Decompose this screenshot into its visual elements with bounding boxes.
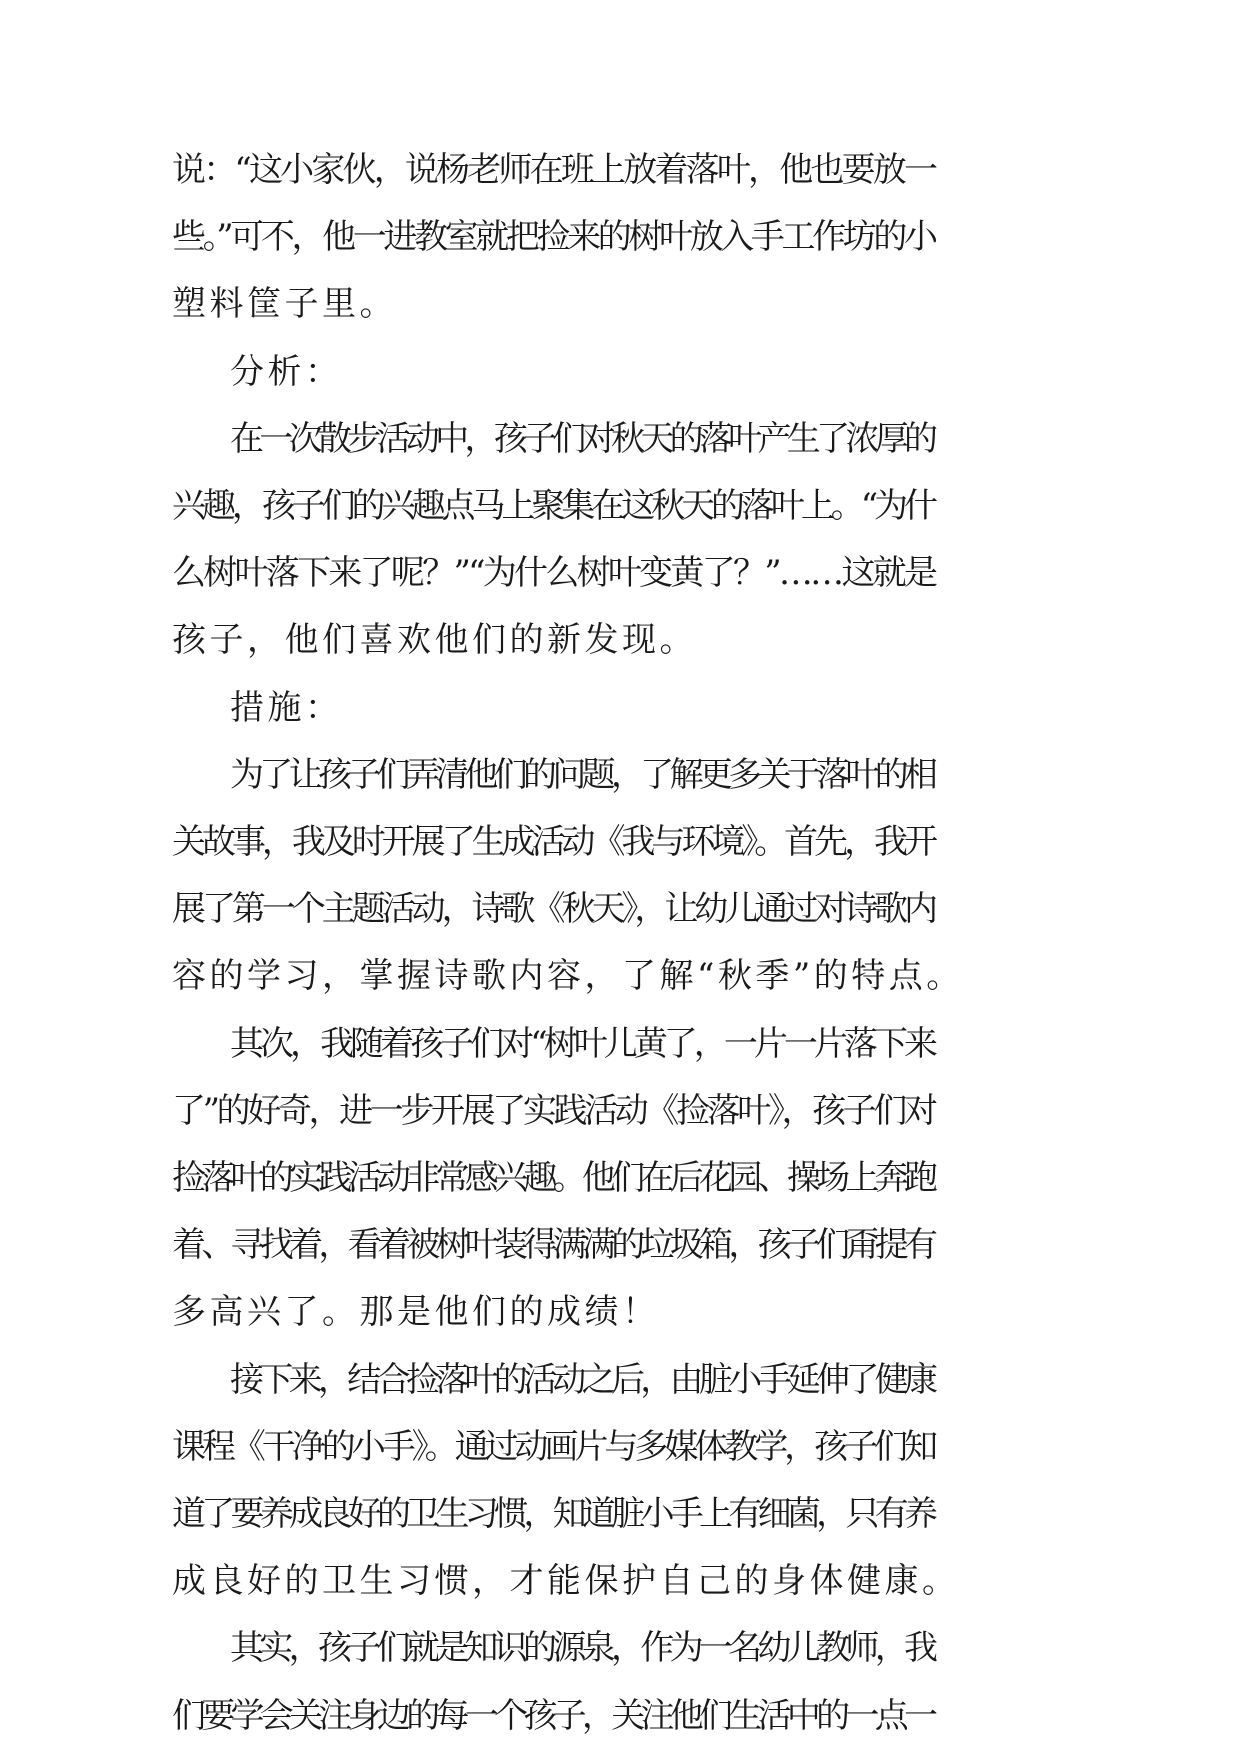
text-line: 么树叶落下来了呢？”“为什么树叶变黄了？”……这就是 <box>172 553 936 594</box>
text-line: 多高兴了。那是他们的成绩！ <box>172 1292 660 1333</box>
text-line: 捡落叶的实践活动非常感兴趣。他们在后花园、操场上奔跑 <box>172 1158 934 1198</box>
text-line: 说：“这小家伙，说杨老师在班上放着落叶，他也要放一 <box>172 150 936 190</box>
text-line: 课程《干净的小手》。通过动画片与多媒体教学，孩子们知 <box>172 1426 934 1467</box>
text-line: 为了让孩子们弄清他们的问题，了解更多关于落叶的相 <box>230 754 934 795</box>
text-line: 成良好的卫生习惯，才能保护自己的身体健康。 <box>172 1561 960 1602</box>
text-line: 塑料筐子里。 <box>172 284 397 325</box>
text-line: 其次，我随着孩子们对“树叶儿黄了，一片一片落下来 <box>230 1023 935 1064</box>
text-line: 些。”可不，他一进教室就把捡来的树叶放入手工作坊的小 <box>172 217 935 258</box>
text-line: 着、寻找着，看着被树叶装得满满的垃圾箱，孩子们甭提有 <box>172 1225 934 1266</box>
text-line: 措施： <box>230 687 343 728</box>
text-line: 接下来，结合捡落叶的活动之后，由脏小手延伸了健康 <box>230 1359 934 1400</box>
text-line: 其实，孩子们就是知识的源泉，作为一名幼儿教师，我 <box>230 1628 934 1669</box>
text-line: 孩子，他们喜欢他们的新发现。 <box>172 620 697 661</box>
text-line: 兴趣，孩子们的兴趣点马上聚集在这秋天的落叶上。“为什 <box>172 486 934 526</box>
text-line: 展了第一个主题活动，诗歌《秋天》，让幼儿通过对诗歌内 <box>172 889 934 930</box>
text-line: 道了要养成良好的卫生习惯，知道脏小手上有细菌，只有养 <box>172 1494 934 1534</box>
text-line: 关故事，我及时开展了生成活动《我与环境》。首先，我开 <box>172 822 934 862</box>
text-line: 分析： <box>230 351 343 392</box>
text-line: 们要学会关注身边的每一个孩子，关注他们生活中的一点一 <box>172 1695 934 1736</box>
text-line: 在一次散步活动中，孩子们对秋天的落叶产生了浓厚的 <box>230 418 934 459</box>
text-line: 了”的好奇，进一步开展了实践活动《捡落叶》，孩子们对 <box>172 1090 935 1131</box>
text-line: 容的学习，掌握诗歌内容，了解“秋季”的特点。 <box>172 956 964 997</box>
